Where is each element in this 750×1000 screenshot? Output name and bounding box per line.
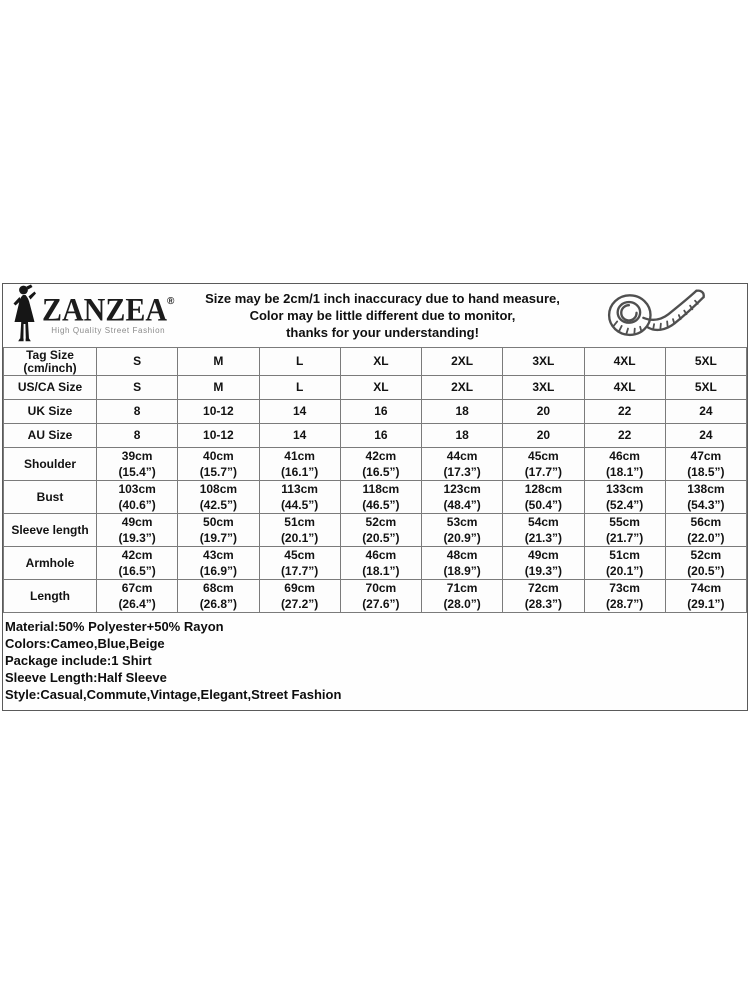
- measure-cell: [584, 580, 665, 613]
- table-row: [4, 514, 747, 547]
- cell-text: 45cm: [284, 548, 315, 562]
- measure-cell: [503, 580, 584, 613]
- table-row: [4, 481, 747, 514]
- brand-tagline: High Quality Street Fashion: [51, 326, 166, 335]
- measure-cell: [665, 481, 746, 514]
- table-row: [4, 580, 747, 613]
- measure-cell: [259, 448, 340, 481]
- cell-text: 74cm: [690, 581, 722, 595]
- cell-text: 128cm: [524, 482, 563, 496]
- cell-text: (15.4”): [118, 465, 156, 479]
- measure-cell: [259, 514, 340, 547]
- product-notes: [3, 613, 747, 710]
- row-label: [4, 547, 97, 580]
- cell-text: 103cm: [118, 482, 156, 496]
- cell-text: (20.1”): [605, 564, 644, 578]
- size-cell: [97, 348, 178, 376]
- measure-cell: [584, 448, 665, 481]
- disclaimer-line-3: thanks for your understanding!: [286, 325, 479, 340]
- measure-cell: [97, 448, 178, 481]
- cell-text: (16.9”): [199, 564, 238, 578]
- cell-text: 46cm: [365, 548, 397, 562]
- note-line: Style:Casual,Commute,Vintage,Elegant,Street Fashion: [5, 687, 342, 702]
- cell-text: 14: [292, 404, 307, 418]
- measure-cell: [422, 448, 503, 481]
- cell-text: 68cm: [203, 581, 234, 595]
- measuring-tape-icon: [562, 288, 747, 344]
- cell-text: 10-12: [203, 428, 234, 442]
- cell-text: (16.1”): [280, 465, 319, 479]
- cell-text: (26.8”): [199, 597, 238, 611]
- cell-text: (52.4”): [605, 498, 644, 512]
- cell-text: 54cm: [528, 515, 559, 529]
- size-cell: [584, 348, 665, 376]
- note-line: Material:50% Polyester+50% Rayon: [5, 619, 224, 634]
- size-cell: [97, 376, 178, 400]
- cell-text: (54.3”): [687, 498, 725, 512]
- cell-text: 108cm: [199, 482, 238, 496]
- measure-cell: [340, 448, 421, 481]
- woman-silhouette-icon: [10, 284, 40, 347]
- cell-text: Length: [30, 589, 70, 603]
- measure-cell: [259, 547, 340, 580]
- measure-cell: [584, 514, 665, 547]
- cell-text: (18.1”): [605, 465, 644, 479]
- row-label: [4, 424, 97, 448]
- cell-text: 41cm: [284, 449, 315, 463]
- row-label: [4, 580, 97, 613]
- measure-cell: [665, 580, 746, 613]
- cell-text: 2XL: [451, 380, 474, 394]
- cell-text: 70cm: [365, 581, 397, 595]
- cell-text: (44.5”): [280, 498, 319, 512]
- cell-text: 56cm: [690, 515, 722, 529]
- size-cell: [178, 348, 259, 376]
- size-cell: [503, 400, 584, 424]
- cell-text: 48cm: [446, 548, 478, 562]
- cell-text: UK Size: [27, 404, 73, 418]
- table-row: [4, 547, 747, 580]
- cell-text: 4XL: [613, 354, 636, 368]
- cell-text: 118cm: [362, 482, 400, 496]
- size-disclaimer: [203, 290, 562, 341]
- cell-text: 72cm: [528, 581, 559, 595]
- cell-text: (28.0”): [443, 597, 481, 611]
- cell-text: 55cm: [609, 515, 640, 529]
- cell-text: 51cm: [284, 515, 315, 529]
- cell-text: L: [295, 380, 304, 394]
- cell-text: Tag Size: [26, 347, 74, 362]
- cell-text: 71cm: [446, 581, 478, 595]
- size-cell: [178, 376, 259, 400]
- size-cell: [340, 376, 421, 400]
- size-cell: [97, 400, 178, 424]
- table-row: [4, 400, 747, 424]
- brand-text-block: [42, 292, 175, 335]
- size-cell: [584, 376, 665, 400]
- size-cell: [503, 424, 584, 448]
- cell-text: (26.4”): [118, 597, 156, 611]
- cell-text: 50cm: [203, 515, 234, 529]
- cell-text: 67cm: [121, 581, 153, 595]
- measure-cell: [340, 514, 421, 547]
- disclaimer-line-2: Color may be little different due to monitor,: [249, 308, 516, 323]
- measure-cell: [665, 547, 746, 580]
- cell-text: 18: [455, 428, 469, 442]
- cell-text: 42cm: [365, 449, 397, 463]
- cell-text: (18.1”): [362, 564, 400, 578]
- size-cell: [259, 376, 340, 400]
- cell-text: 39cm: [121, 449, 153, 463]
- size-cell: [584, 424, 665, 448]
- size-chart-sheet: [2, 283, 748, 711]
- measure-cell: [178, 481, 259, 514]
- cell-text: (17.7”): [524, 465, 563, 479]
- measure-cell: [259, 481, 340, 514]
- cell-text: 45cm: [528, 449, 559, 463]
- cell-text: XL: [373, 354, 389, 368]
- size-cell: [340, 348, 421, 376]
- measure-cell: [665, 514, 746, 547]
- cell-text: 52cm: [690, 548, 722, 562]
- cell-text: Bust: [36, 490, 64, 504]
- size-cell: [422, 424, 503, 448]
- cell-text: 73cm: [609, 581, 640, 595]
- cell-text: 24: [699, 428, 713, 442]
- measure-cell: [178, 580, 259, 613]
- note-line: Colors:Cameo,Blue,Beige: [5, 636, 165, 651]
- size-cell: [503, 376, 584, 400]
- size-cell: [665, 376, 746, 400]
- measure-cell: [97, 547, 178, 580]
- measure-cell: [503, 448, 584, 481]
- cell-text: (16.5”): [118, 564, 156, 578]
- cell-text: 5XL: [694, 354, 717, 368]
- table-row: [4, 376, 747, 400]
- measure-cell: [422, 580, 503, 613]
- cell-text: 47cm: [690, 449, 722, 463]
- cell-text: (22.0”): [687, 531, 725, 545]
- cell-text: S: [133, 380, 142, 394]
- measure-cell: [97, 580, 178, 613]
- measure-cell: [584, 481, 665, 514]
- cell-text: (40.6”): [118, 498, 156, 512]
- cell-text: (19.7”): [199, 531, 238, 545]
- cell-text: 138cm: [687, 482, 725, 496]
- cell-text: 14: [292, 428, 307, 442]
- row-label: [4, 514, 97, 547]
- cell-text: (28.7”): [605, 597, 644, 611]
- cell-text: 22: [617, 428, 632, 442]
- size-cell: [178, 424, 259, 448]
- measure-cell: [97, 481, 178, 514]
- size-cell: [340, 424, 421, 448]
- size-cell: [340, 400, 421, 424]
- cell-text: 10-12: [203, 404, 234, 418]
- cell-text: 69cm: [284, 581, 315, 595]
- cell-text: (42.5”): [199, 498, 238, 512]
- measure-cell: [503, 514, 584, 547]
- size-cell: [665, 400, 746, 424]
- cell-text: S: [133, 354, 142, 368]
- cell-text: M: [213, 380, 224, 394]
- size-cell: [503, 348, 584, 376]
- cell-text: 18: [455, 404, 469, 418]
- cell-text: 22: [617, 404, 632, 418]
- brand-name: ZANZEA: [42, 292, 168, 329]
- size-table: [3, 347, 747, 613]
- cell-text: (48.4”): [443, 498, 481, 512]
- measure-cell: [422, 547, 503, 580]
- cell-text: Shoulder: [23, 457, 76, 471]
- measure-cell: [584, 547, 665, 580]
- cell-text: (18.9”): [443, 564, 481, 578]
- cell-text: 20: [536, 404, 551, 418]
- cell-text: 16: [374, 428, 388, 442]
- cell-text: 43cm: [203, 548, 234, 562]
- cell-text: 123cm: [443, 482, 481, 496]
- size-cell: [665, 424, 746, 448]
- cell-text: (21.3”): [524, 531, 563, 545]
- cell-text: (19.3”): [118, 531, 156, 545]
- cell-text: AU Size: [27, 428, 73, 442]
- measure-cell: [340, 580, 421, 613]
- cell-text: (46.5”): [362, 498, 400, 512]
- measure-cell: [665, 448, 746, 481]
- row-label: [4, 448, 97, 481]
- size-cell: [584, 400, 665, 424]
- cell-text: L: [295, 354, 304, 368]
- cell-text: 49cm: [528, 548, 559, 562]
- measure-cell: [178, 448, 259, 481]
- cell-text: (18.5”): [687, 465, 725, 479]
- cell-text: (17.3”): [443, 465, 481, 479]
- table-row: [4, 424, 747, 448]
- cell-text: 49cm: [121, 515, 153, 529]
- measure-cell: [422, 481, 503, 514]
- cell-text: 3XL: [532, 380, 555, 394]
- cell-text: 44cm: [446, 449, 478, 463]
- row-label: [4, 348, 97, 376]
- measure-cell: [503, 547, 584, 580]
- cell-text: (17.7”): [280, 564, 319, 578]
- row-label: [4, 481, 97, 514]
- cell-text: (16.5”): [362, 465, 400, 479]
- note-line: Sleeve Length:Half Sleeve: [5, 670, 167, 685]
- size-cell: [97, 424, 178, 448]
- cell-text: 113cm: [281, 482, 318, 496]
- cell-text: 46cm: [609, 449, 640, 463]
- cell-text: 51cm: [609, 548, 640, 562]
- registered-trademark: ®: [167, 296, 175, 307]
- cell-text: (20.5”): [687, 564, 725, 578]
- cell-text: 8: [133, 404, 141, 418]
- cell-text: (29.1”): [687, 597, 725, 611]
- cell-text: 40cm: [203, 449, 234, 463]
- measure-cell: [340, 481, 421, 514]
- size-cell: [422, 400, 503, 424]
- cell-text: 24: [699, 404, 713, 418]
- cell-text: (19.3”): [524, 564, 563, 578]
- cell-text: 8: [133, 428, 141, 442]
- cell-text: 5XL: [694, 380, 717, 394]
- cell-text: (27.2”): [280, 597, 319, 611]
- table-row: [4, 448, 747, 481]
- cell-text: 53cm: [446, 515, 478, 529]
- measure-cell: [503, 481, 584, 514]
- cell-text: (50.4”): [524, 498, 563, 512]
- cell-text: (20.1”): [280, 531, 319, 545]
- row-label: [4, 400, 97, 424]
- table-row: [4, 348, 747, 376]
- cell-text: 42cm: [121, 548, 153, 562]
- cell-text: (cm/inch): [23, 360, 77, 375]
- cell-text: 16: [374, 404, 388, 418]
- cell-text: Sleeve length: [11, 523, 89, 537]
- size-cell: [178, 400, 259, 424]
- cell-text: (28.3”): [524, 597, 563, 611]
- measure-cell: [422, 514, 503, 547]
- size-cell: [259, 400, 340, 424]
- note-line: Package include:1 Shirt: [5, 653, 152, 668]
- cell-text: 52cm: [365, 515, 397, 529]
- cell-text: XL: [373, 380, 389, 394]
- measure-cell: [340, 547, 421, 580]
- size-cell: [422, 376, 503, 400]
- header: [3, 284, 747, 347]
- size-cell: [422, 348, 503, 376]
- measure-cell: [259, 580, 340, 613]
- cell-text: 2XL: [451, 354, 474, 368]
- cell-text: Armhole: [25, 556, 75, 570]
- size-cell: [259, 424, 340, 448]
- cell-text: (21.7”): [605, 531, 644, 545]
- cell-text: (15.7”): [199, 465, 238, 479]
- size-cell: [665, 348, 746, 376]
- size-cell: [259, 348, 340, 376]
- cell-text: 20: [536, 428, 551, 442]
- measure-cell: [178, 547, 259, 580]
- cell-text: 133cm: [605, 482, 644, 496]
- brand-logo: [3, 284, 203, 347]
- cell-text: (27.6”): [362, 597, 400, 611]
- cell-text: US/CA Size: [17, 380, 83, 394]
- cell-text: 3XL: [532, 354, 555, 368]
- row-label: [4, 376, 97, 400]
- cell-text: 4XL: [613, 380, 636, 394]
- disclaimer-line-1: Size may be 2cm/1 inch inaccuracy due to hand measure,: [205, 291, 560, 306]
- measure-cell: [97, 514, 178, 547]
- measure-cell: [178, 514, 259, 547]
- cell-text: M: [213, 354, 224, 368]
- cell-text: (20.5”): [362, 531, 400, 545]
- cell-text: (20.9”): [443, 531, 481, 545]
